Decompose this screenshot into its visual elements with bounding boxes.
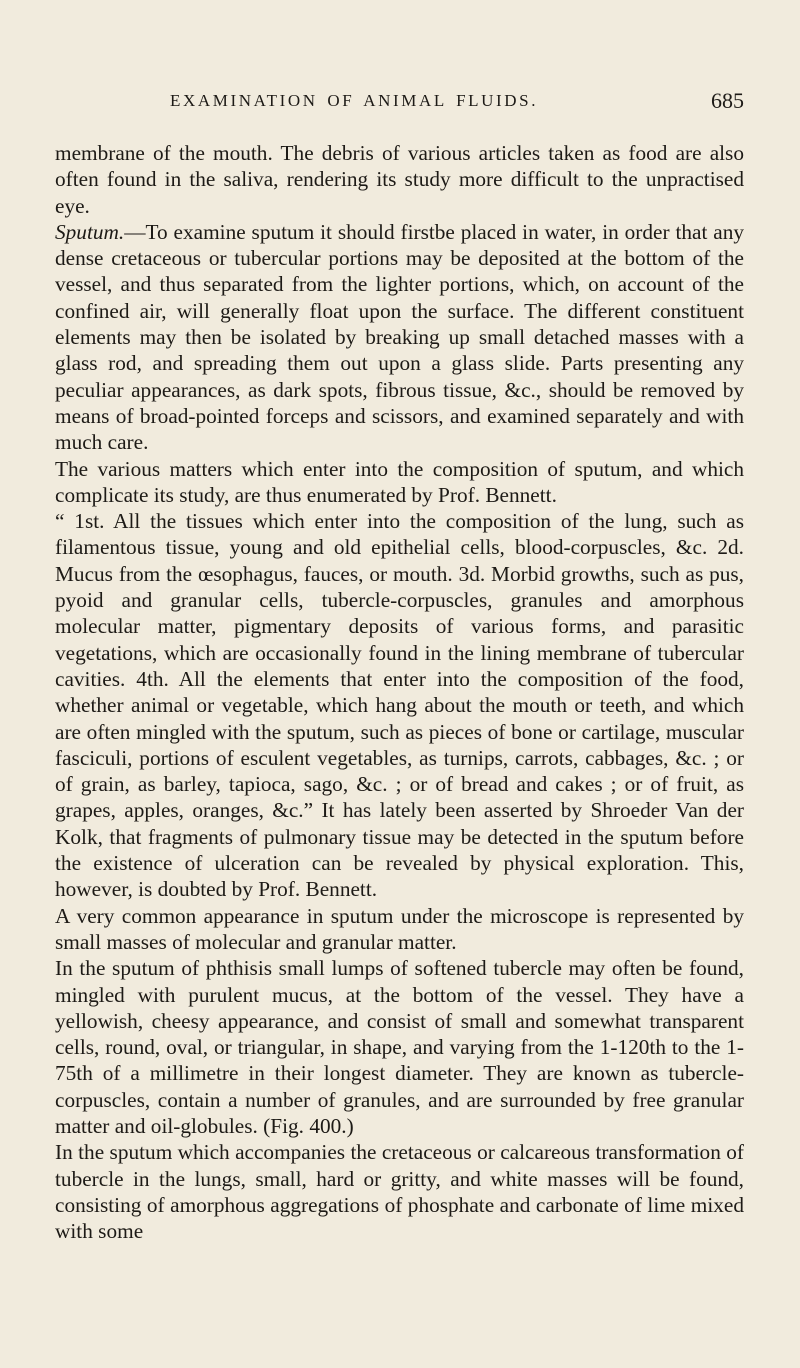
paragraph-sputum <box>55 219 744 456</box>
paragraph-text: “ 1st. All the tissues which enter into the composition of the lung, such as filamentous tissue, young and old epithelial cells, blood-corpuscles, &c. 2d. Mucus from the œsophagus, fauces, or mouth. 3d. Morbid growths, such as pus, pyoid and granular cells, tubercle-corpuscles, granules and amorphous molecular matter, pigmentary deposits of various forms, and parasitic vegetations, which are occasionally found in the lining membrane of tubercular cavities. 4th. All the elements that enter into the composition of the food, whether animal or vegetable, which hang about the mouth or teeth, and which are often mingled with the sputum, such as pieces of bone or cartilage, muscular fasciculi, portions of esculent vegetables, as turnips, carrots, cabbages, &c. ; or of grain, as barley, tapioca, sago, &c. ; or of bread and cakes ; or of fruit, as grapes, apples, oranges, &c.” It has lately been asserted by Shroeder Van der Kolk, that fragments of pulmonary tissue may be detected in the sputum before the existence of ulceration can be revealed by physical exploration. This, however, is doubted by Prof. Bennett. <box>55 509 744 902</box>
page-number: 685 <box>711 88 744 113</box>
section-lead-term: Sputum. <box>55 219 125 244</box>
paragraph-calcareous <box>55 1139 744 1244</box>
paragraph-text: membrane of the mouth. The debris of various articles taken as food are also often found in the saliva, rendering its study more difficult to the unpractised eye. <box>55 141 744 218</box>
body-text <box>55 140 744 1244</box>
paragraph-saliva-continued <box>55 140 744 219</box>
paragraph-text: A very common appearance in sputum under the microscope is represented by small masses of molecular and granular matter. <box>55 903 744 954</box>
paragraph-various-matters <box>55 456 744 509</box>
paragraph-quotation <box>55 508 744 902</box>
paragraph-text: The various matters which enter into the composition of sputum, and which complicate its study, are thus enumerated by Prof. Bennett. <box>55 456 744 507</box>
running-title: EXAMINATION OF ANIMAL FLUIDS. <box>170 91 539 110</box>
paragraph-phthisis <box>55 955 744 1139</box>
running-header <box>55 88 744 117</box>
paragraph-text: In the sputum of phthisis small lumps of softened tubercle may often be found, mingled with purulent mucus, at the bottom of the vessel. They have a yellowish, cheesy appearance, and consist of small and somewhat transparent cells, round, oval, or triangular, in shape, and varying from the 1-120th to the 1-75th of a millimetre in their longest diameter. They are known as tubercle-corpuscles, contain a number of granules, and are surrounded by free granular matter and oil-globules. (Fig. 400.) <box>55 956 744 1138</box>
paragraph-text: —To examine sputum it should firstbe placed in water, in order that any dense cretaceous or tubercular portions may be deposited at the bottom of the vessel, and thus separated from the lighter portions, which, on account of the confined air, will generally float upon the surface. The different constituent elements may then be isolated by breaking up small detached masses with a glass rod, and spreading them out upon a glass slide. Parts presenting any peculiar appearances, as dark spots, fibrous tissue, &c., should be removed by means of broad-pointed forceps and scissors, and examined separately and with much care. <box>55 219 744 455</box>
paragraph-common-appearance <box>55 903 744 956</box>
paragraph-text: In the sputum which accompanies the cretaceous or calcareous transformation of tubercle in the lungs, small, hard or gritty, and white masses will be found, consisting of amorphous aggregations of phosphate and carbonate of lime mixed with some <box>55 1140 744 1244</box>
